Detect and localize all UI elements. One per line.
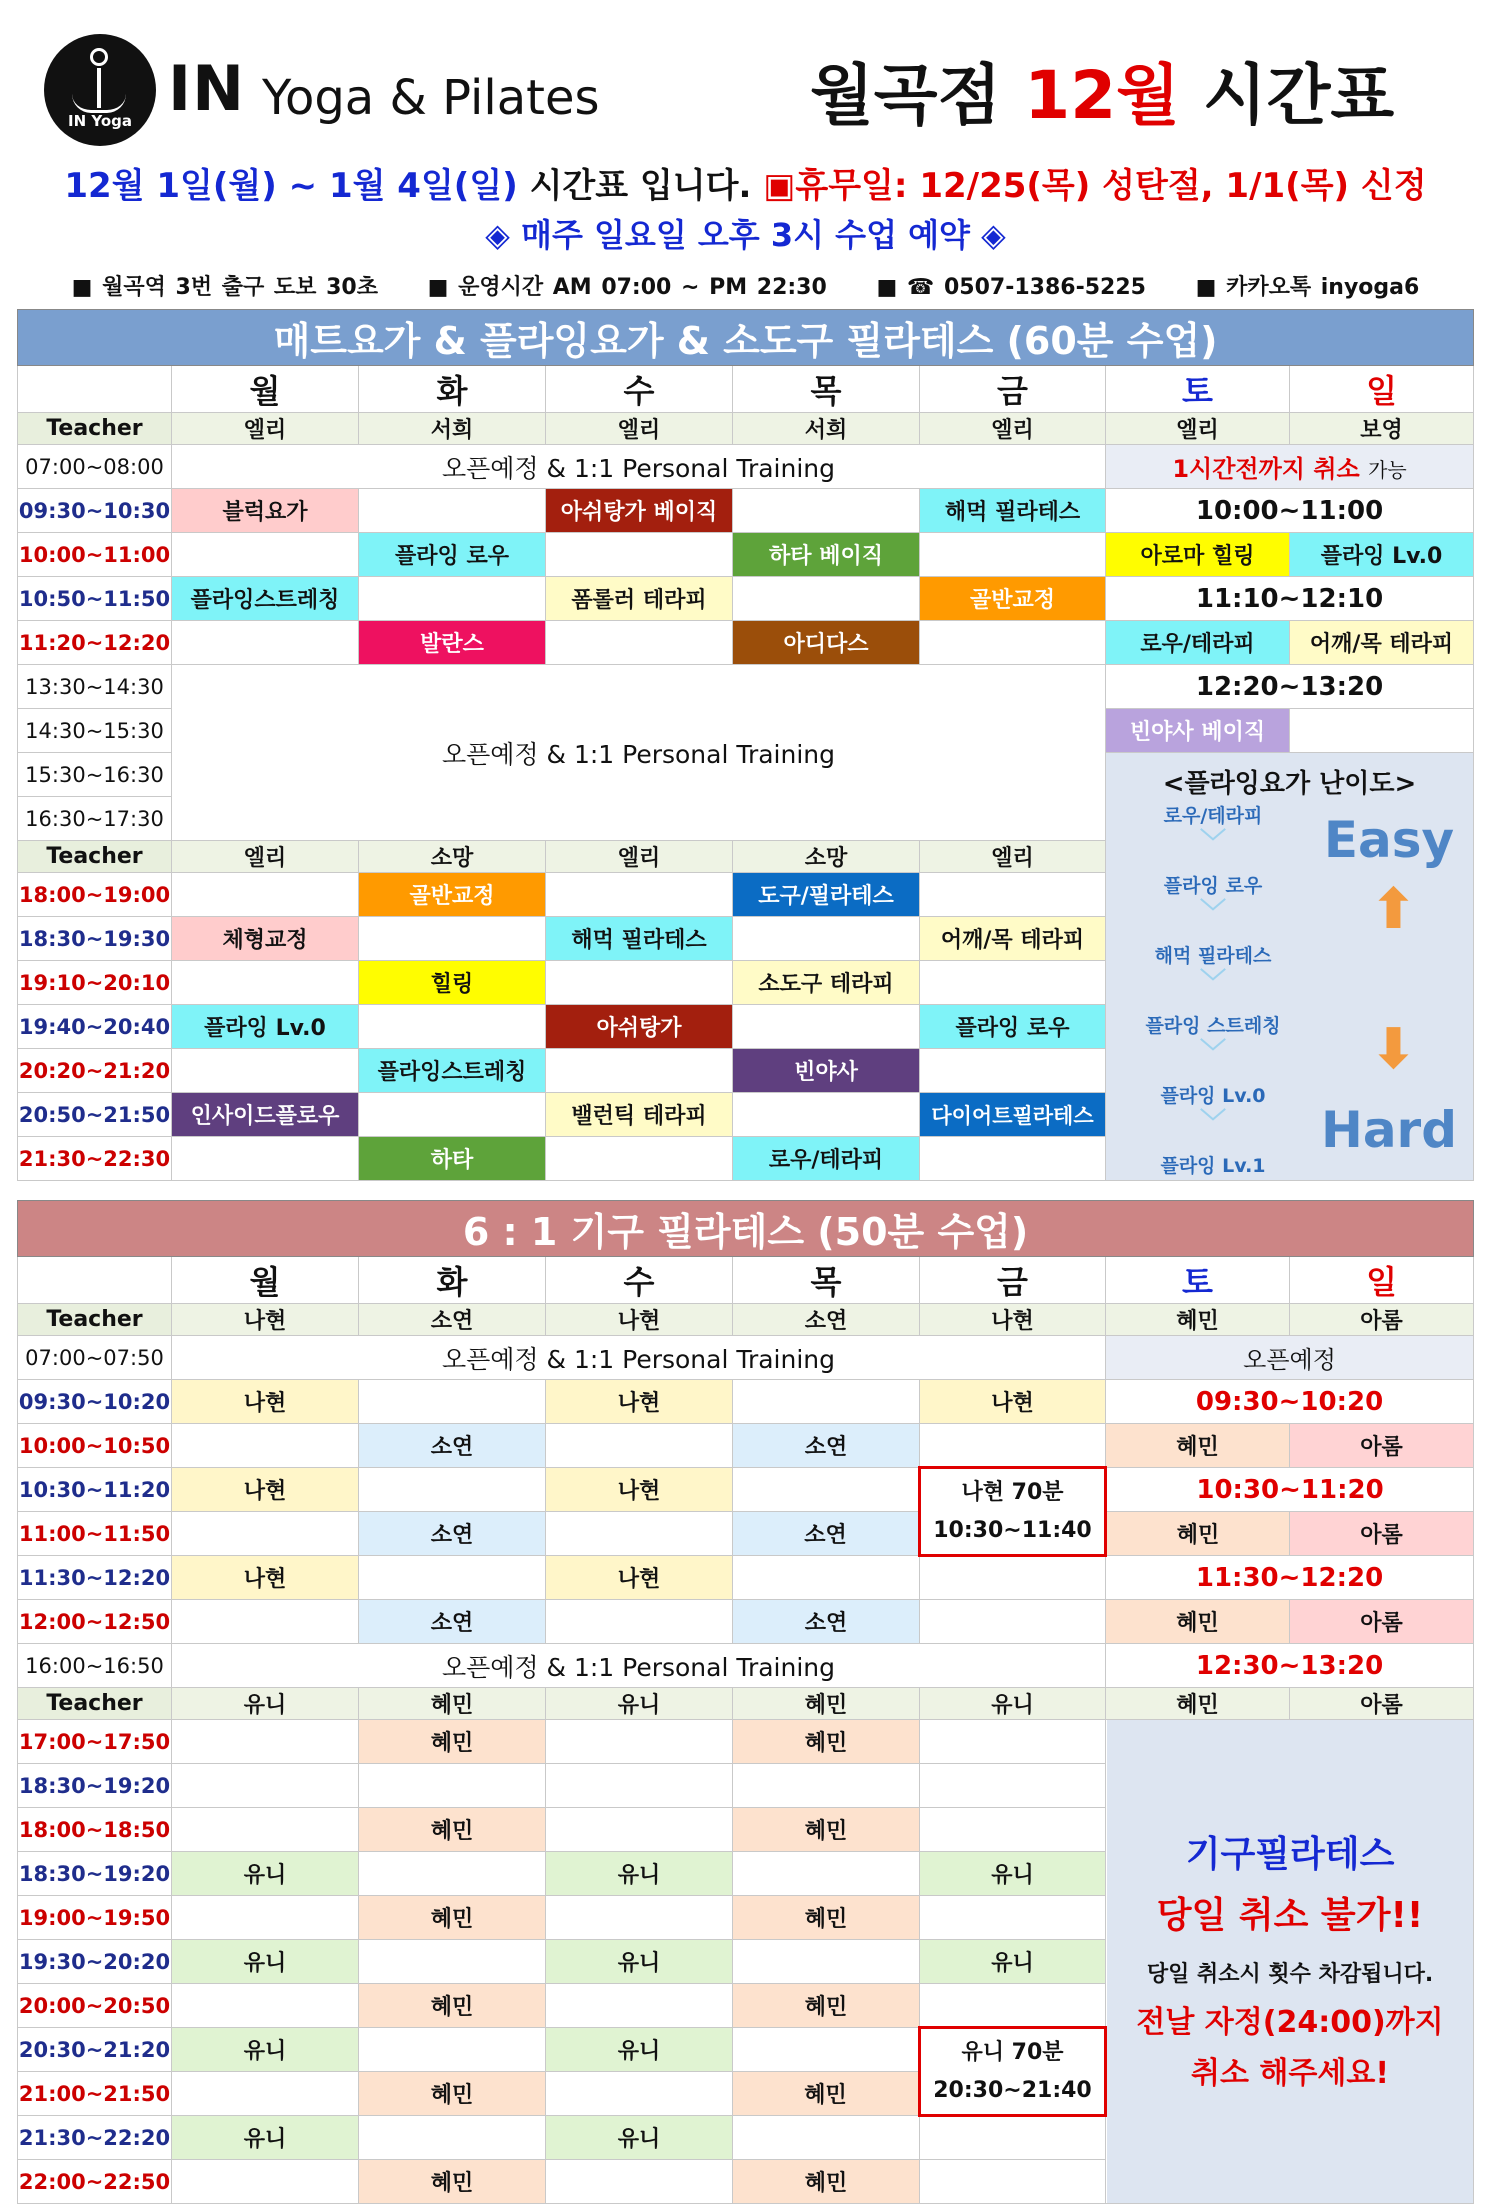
class-cell: 혜민 [359, 2072, 546, 2116]
teacher-cell: 소망 [733, 841, 920, 873]
special-class-name: 유니 70분 [961, 2040, 1064, 2066]
kakao: ■ 카카오톡 inyoga6 [1195, 275, 1420, 300]
chevron-down-icon: ﹀ [1199, 1107, 1226, 1138]
brand-in: IN [168, 52, 245, 125]
teacher-cell: 엘리 [1106, 413, 1290, 445]
weekly-notice: ◈ 매주 일요일 오후 3시 수업 예약 ◈ [485, 216, 1006, 254]
day-tue: 화 [359, 1257, 546, 1304]
class-cell: 밸런틱 테라피 [546, 1093, 733, 1137]
day-fri: 금 [920, 366, 1106, 413]
class-cell: 소연 [359, 1424, 546, 1468]
teacher-cell: 아롬 [1290, 1688, 1474, 1720]
day-fri: 금 [920, 1257, 1106, 1304]
class-cell: 아로마 힐링 [1106, 533, 1290, 577]
time-cell: 20:00~20:50 [18, 1984, 172, 2028]
teacher-cell: 유니 [172, 1688, 359, 1720]
class-cell: 어깨/목 테라피 [1290, 621, 1474, 665]
class-cell: 소연 [359, 1600, 546, 1644]
note-line: 기구필라테스 [1185, 1833, 1395, 1875]
teacher-label: Teacher [18, 413, 172, 445]
day-sun: 일 [1290, 1257, 1474, 1304]
arrow-up-icon: ⬆ [1370, 876, 1417, 942]
teacher-cell: 서희 [359, 413, 546, 445]
teacher-cell: 나현 [546, 1304, 733, 1336]
period-suffix: 시간표 입니다. [529, 166, 752, 206]
teacher-label: Teacher [18, 1688, 172, 1720]
special-class-name: 나현 70분 [961, 1480, 1064, 1506]
difficulty-level: 해먹 필라테스 [1154, 944, 1272, 967]
time-cell: 18:30~19:20 [18, 1764, 172, 1808]
class-cell: 해먹 필라테스 [546, 917, 733, 961]
mat-day-row [18, 366, 1474, 413]
time-cell: 21:00~21:50 [18, 2072, 172, 2116]
class-cell: 유니 [920, 1852, 1106, 1896]
class-cell: 소연 [359, 1512, 546, 1556]
time-cell: 10:50~11:50 [18, 577, 172, 621]
class-cell: 혜민 [359, 1896, 546, 1940]
day-mon: 월 [172, 1257, 359, 1304]
day-sun: 일 [1290, 366, 1474, 413]
time-cell: 11:00~11:50 [18, 1512, 172, 1556]
teacher-cell: 나현 [920, 1304, 1106, 1336]
weekend-open: 오픈예정 [1106, 1336, 1474, 1380]
class-cell: 혜민 [1106, 1512, 1290, 1556]
class-cell: 폼롤러 테라피 [546, 577, 733, 621]
class-cell: 아쉬탕가 베이직 [546, 489, 733, 533]
class-cell: 유니 [172, 2028, 359, 2072]
class-cell: 나현 [172, 1468, 359, 1512]
teacher-cell: 혜민 [1106, 1304, 1290, 1336]
chevron-down-icon: ﹀ [1199, 1037, 1226, 1068]
weekend-time: 10:30~11:20 [1106, 1468, 1474, 1512]
difficulty-panel [1106, 753, 1474, 1181]
class-cell: 혜민 [733, 2072, 920, 2116]
time-cell: 07:00~08:00 [18, 445, 172, 489]
class-cell: 하타 베이직 [733, 533, 920, 577]
time-cell: 10:00~10:50 [18, 1424, 172, 1468]
period: 12월 1일(월) ~ 1월 4일(일) [64, 166, 518, 206]
teacher-cell: 소망 [359, 841, 546, 873]
class-cell: 소연 [733, 1600, 920, 1644]
time-cell: 11:20~12:20 [18, 621, 172, 665]
time-cell: 20:50~21:50 [18, 1093, 172, 1137]
class-cell: 해먹 필라테스 [920, 489, 1106, 533]
open-note: 오픈예정 & 1:1 Personal Training [172, 665, 1106, 841]
teacher-cell: 보영 [1290, 413, 1474, 445]
hours: ■ 운영시간 AM 07:00 ~ PM 22:30 [427, 275, 827, 300]
day-wed: 수 [546, 1257, 733, 1304]
note-line: 취소 해주세요! [1191, 2056, 1390, 2092]
teacher-cell: 엘리 [172, 841, 359, 873]
class-cell: 유니 [546, 2028, 733, 2072]
class-cell: 혜민 [733, 1808, 920, 1852]
hard-label: Hard [1320, 1100, 1458, 1159]
class-cell: 블럭요가 [172, 489, 359, 533]
class-cell: 혜민 [733, 1720, 920, 1764]
class-cell: 나현 [546, 1468, 733, 1512]
class-cell: 유니 [172, 2116, 359, 2160]
difficulty-level: 플라잉 스트레칭 [1145, 1014, 1281, 1037]
teacher-cell: 나현 [172, 1304, 359, 1336]
class-cell: 어깨/목 테라피 [920, 917, 1106, 961]
teacher-cell: 엘리 [172, 413, 359, 445]
class-cell: 혜민 [1106, 1600, 1290, 1644]
time-cell: 21:30~22:30 [18, 1137, 172, 1181]
difficulty-level: 플라잉 로우 [1163, 874, 1263, 897]
weekend-time: 12:20~13:20 [1106, 665, 1474, 709]
time-cell: 07:00~07:50 [18, 1336, 172, 1380]
time-cell: 20:30~21:20 [18, 2028, 172, 2072]
brand-sub: Yoga & Pilates [262, 70, 600, 126]
time-cell: 18:30~19:30 [18, 917, 172, 961]
class-cell: 혜민 [359, 1808, 546, 1852]
class-cell: 나현 [546, 1556, 733, 1600]
chevron-down-icon: ﹀ [1199, 827, 1226, 858]
title-suffix: 시간표 [1202, 57, 1395, 134]
title-month: 12월 [1024, 57, 1180, 134]
arrow-down-icon: ⬇ [1370, 1016, 1417, 1082]
class-cell: 플라잉 Lv.0 [1290, 533, 1474, 577]
logo-caption: IN Yoga [67, 112, 132, 130]
teacher-cell: 엘리 [546, 413, 733, 445]
teacher-cell: 엘리 [920, 841, 1106, 873]
special-class-time: 10:30~11:40 [933, 1517, 1092, 1543]
class-cell: 플라잉 로우 [359, 533, 546, 577]
note-line: 당일 취소 불가!! [1156, 1895, 1424, 1936]
class-cell: 소도구 테라피 [733, 961, 920, 1005]
difficulty-level: 플라잉 Lv.0 [1160, 1084, 1266, 1107]
equip-teacher-row [18, 1304, 1474, 1336]
class-cell: 유니 [172, 1852, 359, 1896]
day-sat: 토 [1106, 1257, 1290, 1304]
phone: ■ ☎ 0507-1386-5225 [876, 275, 1146, 300]
day-wed: 수 [546, 366, 733, 413]
class-cell: 발란스 [359, 621, 546, 665]
class-cell: 로우/테라피 [733, 1137, 920, 1181]
teacher-cell: 혜민 [733, 1688, 920, 1720]
cancel-note [1106, 445, 1474, 489]
class-cell: 체형교정 [172, 917, 359, 961]
time-cell: 10:30~11:20 [18, 1468, 172, 1512]
class-cell: 힐링 [359, 961, 546, 1005]
class-cell: 소연 [733, 1512, 920, 1556]
teacher-cell: 소연 [359, 1304, 546, 1336]
class-cell: 아롬 [1290, 1600, 1474, 1644]
time-cell: 18:00~19:00 [18, 873, 172, 917]
class-cell: 아롬 [1290, 1424, 1474, 1468]
equip-day-row [18, 1257, 1474, 1304]
mat-schedule-table [17, 309, 1474, 1181]
class-cell: 나현 [920, 1380, 1106, 1424]
time-cell: 16:00~16:50 [18, 1644, 172, 1688]
cancel-policy-note [1106, 1720, 1474, 2204]
cancel-note-suffix: 가능 [1368, 458, 1407, 482]
time-cell: 13:30~14:30 [18, 665, 172, 709]
note-line: 당일 취소시 횟수 차감됩니다. [1146, 1962, 1434, 1988]
holiday-notice: ▣휴무일: 12/25(목) 성탄절, 1/1(목) 신정 [763, 166, 1427, 206]
class-cell: 플라잉스트레칭 [359, 1049, 546, 1093]
weekend-time: 09:30~10:20 [1106, 1380, 1474, 1424]
class-cell: 혜민 [359, 1984, 546, 2028]
class-cell: 다이어트필라테스 [920, 1093, 1106, 1137]
day-thu: 목 [733, 366, 920, 413]
class-cell: 혜민 [359, 1720, 546, 1764]
day-sat: 토 [1106, 366, 1290, 413]
time-cell: 15:30~16:30 [18, 753, 172, 797]
class-cell: 유니 [546, 2116, 733, 2160]
mat-teacher-row [18, 413, 1474, 445]
class-cell: 플라잉 로우 [920, 1005, 1106, 1049]
time-cell: 10:00~11:00 [18, 533, 172, 577]
location: ■ 월곡역 3번 출구 도보 30초 [71, 275, 378, 300]
time-cell: 22:00~22:50 [18, 2160, 172, 2204]
easy-label: Easy [1323, 810, 1455, 869]
difficulty-title: <플라잉요가 난이도> [1162, 768, 1417, 799]
logo-figure-icon [44, 34, 156, 146]
time-cell: 18:00~18:50 [18, 1808, 172, 1852]
class-cell: 나현 [172, 1556, 359, 1600]
time-cell: 17:00~17:50 [18, 1720, 172, 1764]
time-cell: 11:30~12:20 [18, 1556, 172, 1600]
weekend-time: 11:30~12:20 [1106, 1556, 1474, 1600]
teacher-label: Teacher [18, 1304, 172, 1336]
class-cell: 유니 [920, 1940, 1106, 1984]
teacher-cell: 유니 [920, 1688, 1106, 1720]
header [0, 0, 1491, 160]
time-cell: 12:00~12:50 [18, 1600, 172, 1644]
time-cell: 21:30~22:20 [18, 2116, 172, 2160]
teacher-cell: 서희 [733, 413, 920, 445]
day-tue: 화 [359, 366, 546, 413]
class-cell: 빈야사 베이직 [1106, 709, 1290, 753]
cancel-note-main: 1시간전까지 취소 [1172, 455, 1360, 483]
open-note: 오픈예정 & 1:1 Personal Training [172, 445, 1106, 489]
time-cell: 16:30~17:30 [18, 797, 172, 841]
teacher-cell: 아롬 [1290, 1304, 1474, 1336]
class-cell: 골반교정 [359, 873, 546, 917]
day-mon: 월 [172, 366, 359, 413]
class-cell: 혜민 [733, 2160, 920, 2204]
page-title [810, 42, 1394, 137]
equip-schedule-table [17, 1200, 1474, 2204]
teacher-cell: 유니 [546, 1688, 733, 1720]
equip-teacher-row-pm [18, 1688, 1474, 1720]
class-cell: 아롬 [1290, 1512, 1474, 1556]
weekend-time: 11:10~12:10 [1106, 577, 1474, 621]
class-cell: 플라잉스트레칭 [172, 577, 359, 621]
teacher-cell: 소연 [733, 1304, 920, 1336]
equip-banner: 6 : 1 기구 필라테스 (50분 수업) [18, 1201, 1474, 1257]
class-cell: 인사이드플로우 [172, 1093, 359, 1137]
class-cell: 유니 [172, 1940, 359, 1984]
class-cell: 유니 [546, 1852, 733, 1896]
class-cell: 혜민 [733, 1896, 920, 1940]
chevron-down-icon: ﹀ [1199, 967, 1226, 998]
teacher-label: Teacher [18, 841, 172, 873]
special-class-time: 20:30~21:40 [933, 2077, 1092, 2103]
difficulty-level: 플라잉 Lv.1 [1160, 1154, 1266, 1177]
time-cell: 19:10~20:10 [18, 961, 172, 1005]
title-branch: 월곡점 [810, 57, 1002, 134]
difficulty-level: 로우/테라피 [1163, 804, 1263, 827]
class-cell: 빈야사 [733, 1049, 920, 1093]
class-cell: 혜민 [733, 1984, 920, 2028]
class-cell: 혜민 [359, 2160, 546, 2204]
time-cell: 09:30~10:30 [18, 489, 172, 533]
time-cell: 18:30~19:20 [18, 1852, 172, 1896]
time-cell: 19:30~20:20 [18, 1940, 172, 1984]
class-cell: 혜민 [1106, 1424, 1290, 1468]
class-cell: 아디다스 [733, 621, 920, 665]
special-class-pm [920, 2028, 1106, 2116]
open-note: 오픈예정 & 1:1 Personal Training [172, 1336, 1106, 1380]
special-class-am [920, 1468, 1106, 1556]
time-cell: 19:00~19:50 [18, 1896, 172, 1940]
note-line: 전날 자정(24:00)까지 [1136, 2005, 1444, 2041]
class-cell: 소연 [733, 1424, 920, 1468]
class-cell: 유니 [546, 1940, 733, 1984]
class-cell: 하타 [359, 1137, 546, 1181]
day-thu: 목 [733, 1257, 920, 1304]
time-cell: 20:20~21:20 [18, 1049, 172, 1093]
class-cell: 나현 [546, 1380, 733, 1424]
class-cell: 나현 [172, 1380, 359, 1424]
teacher-cell: 혜민 [359, 1688, 546, 1720]
class-cell: 아쉬탕가 [546, 1005, 733, 1049]
time-cell: 09:30~10:20 [18, 1380, 172, 1424]
teacher-cell: 엘리 [920, 413, 1106, 445]
teacher-cell: 엘리 [546, 841, 733, 873]
class-cell: 로우/테라피 [1106, 621, 1290, 665]
class-cell: 도구/필라테스 [733, 873, 920, 917]
mat-banner: 매트요가 & 플라잉요가 & 소도구 필라테스 (60분 수업) [18, 310, 1474, 366]
time-cell: 19:40~20:40 [18, 1005, 172, 1049]
open-note: 오픈예정 & 1:1 Personal Training [172, 1644, 1106, 1688]
period-notice [0, 158, 1491, 207]
weekend-time: 12:30~13:20 [1106, 1644, 1474, 1688]
class-cell: 플라잉 Lv.0 [172, 1005, 359, 1049]
time-cell: 14:30~15:30 [18, 709, 172, 753]
info-line [0, 270, 1491, 301]
weekend-time: 10:00~11:00 [1106, 489, 1474, 533]
class-cell: 골반교정 [920, 577, 1106, 621]
chevron-down-icon: ﹀ [1199, 897, 1226, 928]
teacher-cell: 혜민 [1106, 1688, 1290, 1720]
